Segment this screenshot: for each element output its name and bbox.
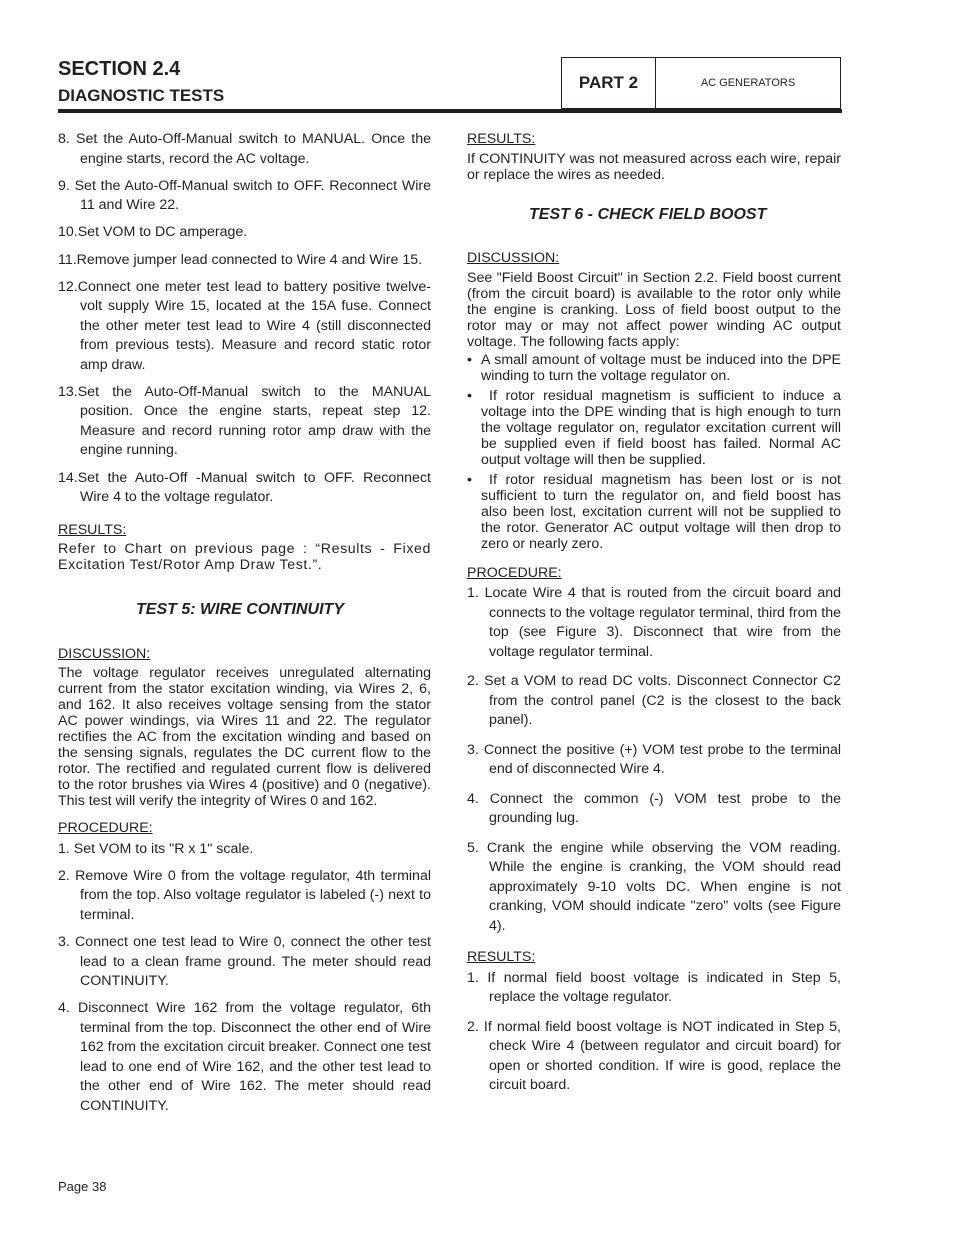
procedure-step-1: 1. Locate Wire 4 that is routed from the circuit board and connects to the voltage regulator terminal, third from the top (see Figure 3). Disconnect that wire from the voltage regulator terminal.	[467, 585, 841, 660]
procedure-label: PROCEDURE:	[58, 820, 153, 837]
discussion-label: DISCUSSION:	[58, 645, 151, 662]
results-label: RESULTS:	[58, 521, 127, 538]
left-column	[58, 130, 431, 1124]
bullet-item: • If rotor residual magnetism is sufficient to induce a voltage into the DPE winding that is high enough to turn the voltage regulator on, regulator excitation current will be supplied even if field boost has failed. Normal AC output voltage will then be supplied.	[467, 387, 841, 468]
header-box	[561, 57, 841, 109]
procedure-step-2: 2. Set a VOM to read DC volts. Disconnect Connector C2 from the control panel (C2 is the closest to the back panel).	[467, 673, 841, 728]
procedure-step-2: 2. Remove Wire 0 from the voltage regulator, 4th terminal from the top. Also voltage regulator is labeled (-) next to terminal.	[58, 867, 431, 923]
discussion-label: DISCUSSION:	[467, 250, 560, 266]
step-8: 8. Set the Auto-Off-Manual switch to MANUAL. Once the engine starts, record the AC voltage.	[58, 131, 431, 167]
bullet-text: A small amount of voltage must be induced into the DPE winding to turn the voltage regulator on.	[481, 351, 841, 384]
results2-label: RESULTS:	[467, 949, 536, 965]
results-text: If CONTINUITY was not measured across each wire, repair or replace the wires as needed.	[467, 150, 841, 183]
result-step-2: 2. If normal field boost voltage is NOT indicated in Step 5, check Wire 4 (between regulator and circuit board) for open or shorted condition. If wire is good, replace the circuit board.	[467, 1018, 841, 1093]
discussion-text: The voltage regulator receives unregulated alternating current from the stator excitation winding, via Wires 2, 6, and 162. It also receives voltage sensing from the stator AC power windings, via Wires 11 and 22. The regulator rectifies the AC from the excitation winding and based on the sensing signals, regulates the DC current flow to the rotor. The rectified and regulated current flow is delivered to the rotor brushes via Wires 4 (positive) and 0 (negative). This test will verify the integrity of Wires 0 and 162.	[58, 665, 431, 810]
part-label: PART 2	[562, 58, 656, 108]
bullet-item: • If rotor residual magnetism has been lost or is not sufficient to turn the regulator on, and field boost has also been lost, excitation current will not be supplied to the rotor. Generator AC output voltage will then drop to zero or nearly zero.	[467, 471, 841, 552]
procedure-step-4: 4. Disconnect Wire 162 from the voltage regulator, 6th terminal from the top. Disconnect the other end of Wire 162 from the excitation circuit breaker. Connect one test lead to one end of Wire 162, and the other test lead to the other end of Wire 162. The meter should read CONTINUITY.	[58, 1000, 431, 1114]
step-9: 9. Set the Auto-Off-Manual switch to OFF. Reconnect Wire 11 and Wire 22.	[58, 177, 431, 214]
step-10: 10.Set VOM to DC amperage.	[58, 224, 248, 241]
procedure-step-5: 5. Crank the engine while observing the VOM reading. While the engine is cranking, the VOM should read approximately 9-10 volts DC. When engine is not cranking, VOM should indicate "zero" volts (see Figure 4).	[467, 839, 841, 934]
step-12: 12.Connect one meter test lead to battery positive twelve-volt supply Wire 15, located at the 15A fuse. Connect the other meter test lead to Wire 4 (still disconnected from previous tests). Measure and record static rotor amp draw.	[58, 278, 431, 373]
bullet-text: If rotor residual magnetism is sufficient to induce a voltage into the DPE winding that is high enough to turn the voltage regulator on, regulator excitation current will be supplied even if field boost has failed. Normal AC output voltage will then be supplied.	[481, 387, 841, 468]
procedure-step-4: 4. Connect the common (-) VOM test probe to the grounding lug.	[467, 790, 841, 826]
procedure-step-3: 3. Connect the positive (+) VOM test probe to the terminal end of disconnected Wire 4.	[467, 741, 841, 777]
step-11: 11.Remove jumper lead connected to Wire 4 and Wire 15.	[58, 251, 423, 268]
procedure-step-1: 1. Set VOM to its "R x 1" scale.	[58, 840, 254, 857]
results-label: RESULTS:	[467, 131, 536, 147]
discussion-text: See "Field Boost Circuit" in Section 2.2. Field boost current (from the circuit board) is available to the rotor only while the engine is cranking. Loss of field boost output to the rotor may or may not affect power winding AC output voltage. The following facts apply:	[467, 269, 841, 350]
procedure-label: PROCEDURE:	[467, 564, 562, 581]
procedure-step-3: 3. Connect one test lead to Wire 0, connect the other test lead to a clean frame ground. The meter should read CONTINUITY.	[58, 934, 431, 989]
bullet-text: If rotor residual magnetism has been lost or is not sufficient to turn the regulator on, and field boost has also been lost, excitation current will not be supplied to the rotor. Generator AC output voltage will then drop to zero or nearly zero.	[481, 471, 841, 552]
right-column	[467, 130, 841, 1103]
step-14: 14.Set the Auto-Off -Manual switch to OFF. Reconnect Wire 4 to the voltage regulator.	[58, 469, 431, 506]
step-13: 13.Set the Auto-Off-Manual switch to the MANUAL position. Once the engine starts, repeat step 12. Measure and record running rotor amp draw with the engine running.	[58, 383, 431, 459]
results-text: Refer to Chart on previous page : “Results - Fixed Excitation Test/Rotor Amp Draw Test.”.	[58, 541, 431, 574]
section-title: SECTION 2.4	[58, 58, 181, 80]
category-label: AC GENERATORS	[700, 77, 796, 89]
test5-heading: TEST 5: WIRE CONTINUITY	[136, 601, 344, 619]
bullet-item: • A small amount of voltage must be induced into the DPE winding to turn the voltage regulator on.	[467, 351, 841, 384]
section-subtitle: DIAGNOSTIC TESTS	[58, 86, 225, 105]
result-step-1: 1. If normal field boost voltage is indicated in Step 5, replace the voltage regulator.	[467, 969, 841, 1005]
page-number: Page 38	[58, 1179, 107, 1194]
test6-heading: TEST 6 - CHECK FIELD BOOST	[529, 205, 767, 223]
header-rule	[58, 109, 842, 113]
